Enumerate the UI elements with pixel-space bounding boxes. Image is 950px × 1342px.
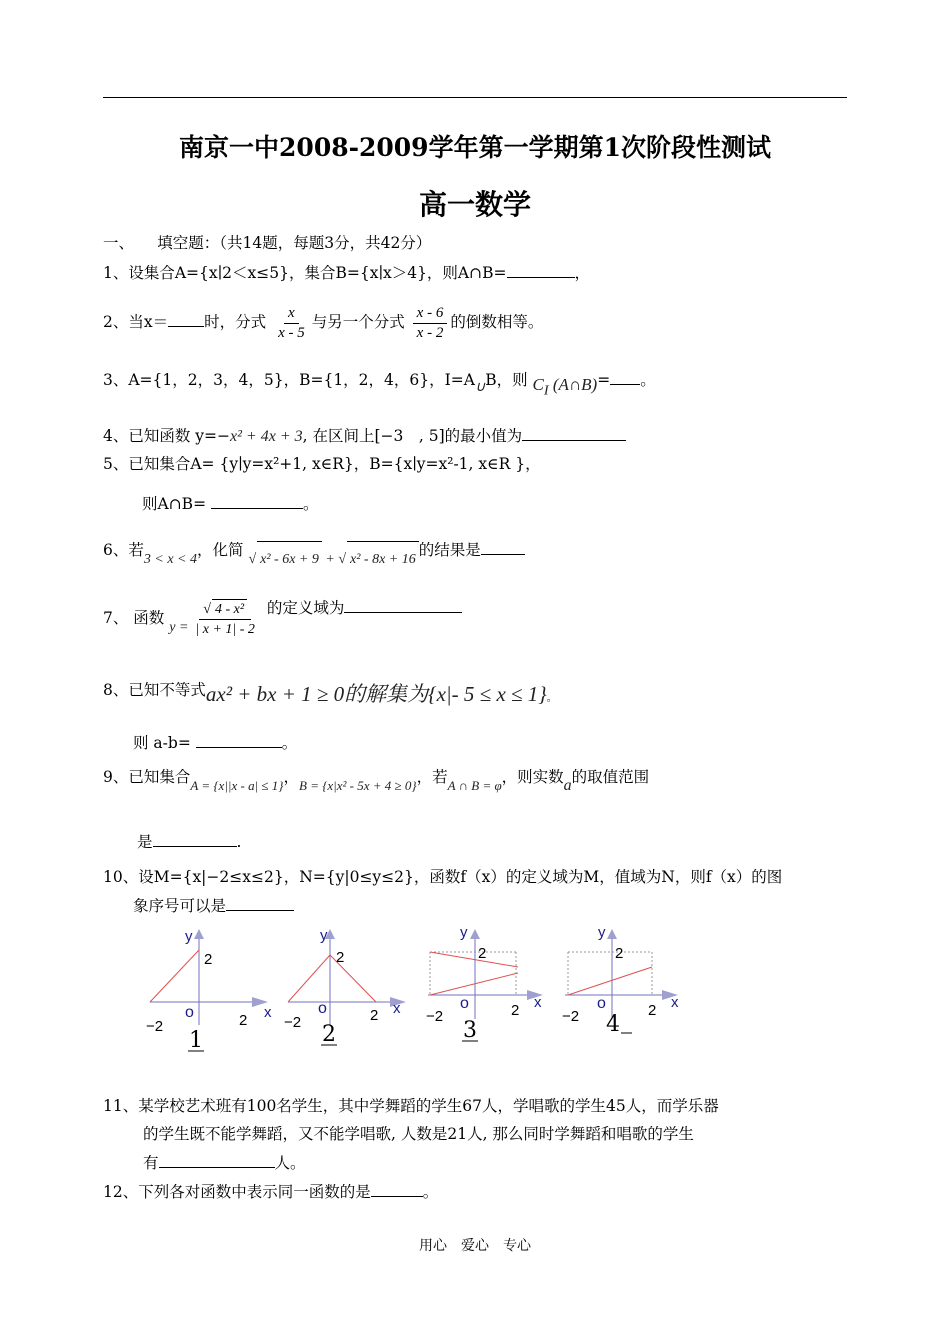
graph-3-pos2-label: 2 xyxy=(511,1002,520,1019)
graph-2-number: 2 xyxy=(322,1022,336,1047)
q6-plus: + xyxy=(325,552,335,567)
q3-blank[interactable] xyxy=(610,368,640,385)
q9-sep: ， xyxy=(283,768,299,786)
q12-blank[interactable] xyxy=(371,1180,423,1197)
graph-2-neg2-label: −2 xyxy=(284,1014,302,1031)
q9-mid2: ，则实数 xyxy=(501,768,564,786)
graph-3-number: 3 xyxy=(463,1018,477,1043)
q3-complement xyxy=(532,375,598,399)
q6-pre: 6、若 xyxy=(103,541,144,559)
question-9 xyxy=(103,760,649,795)
q2-blank[interactable] xyxy=(168,310,204,327)
graph-3-neg2-label: −2 xyxy=(426,1008,444,1025)
question-8-line2 xyxy=(133,731,297,754)
q2-mid2: 与另一个分式 xyxy=(311,313,405,331)
graph-3-two-label: 2 xyxy=(478,945,487,962)
q9-a: a xyxy=(563,777,572,794)
graph-2-two-label: 2 xyxy=(336,949,345,966)
graph-1-neg2-label: −2 xyxy=(146,1018,164,1035)
graph-4-neg2-label: −2 xyxy=(562,1008,580,1025)
question-9-line2 xyxy=(137,830,241,853)
q12-end: 。 xyxy=(422,1183,439,1201)
graph-3-y-arrow-icon xyxy=(470,929,480,939)
question-11-line3 xyxy=(143,1151,306,1174)
q12-text: 12、下列各对函数中表示同一函数的是 xyxy=(103,1183,371,1201)
q3-cup: ∪ xyxy=(474,380,486,395)
graph-2-y-label: y xyxy=(320,927,328,944)
q8-end: 。 xyxy=(281,734,298,752)
q2-fraction-2 xyxy=(413,304,448,343)
q4-post: , 在区间上[−3 , 5]的最小值为 xyxy=(302,427,523,445)
graph-4-origin-label: o xyxy=(597,995,606,1012)
q3-eq: = xyxy=(597,371,611,389)
q4-blank[interactable] xyxy=(522,424,626,441)
q1-blank[interactable] xyxy=(507,261,575,278)
q4-pre: 4、已知函数 y=− xyxy=(103,427,231,445)
question-10: 10、设M={x|−2≤x≤2}，N={y|0≤y≤2}，函数f（x）的定义域为M，值域为N，则f（x）的图 xyxy=(103,868,783,886)
graph-1-y-label: y xyxy=(185,928,193,945)
q7-num: √ 4 - x² xyxy=(199,599,251,620)
graph-3-origin-label: o xyxy=(460,995,469,1012)
q9-pre: 9、已知集合 xyxy=(103,768,191,786)
q2-f1-den: x - 5 xyxy=(278,324,305,341)
q9-set-a: A = {x||x - a| ≤ 1} xyxy=(190,778,284,793)
question-11-line2: 的学生既不能学舞蹈，又不能学唱歌, 人数是21人, 那么同时学舞蹈和唱歌的学生 xyxy=(143,1125,694,1143)
q6-root-2: x² - 8x + 16 xyxy=(347,541,419,578)
q2-f1-num: x xyxy=(284,304,299,324)
question-10-line2 xyxy=(133,894,294,917)
q6-blank[interactable] xyxy=(481,538,525,555)
q11-line3: 有 xyxy=(143,1154,159,1172)
q8-expr: ax² + bx + 1 ≥ 0的解集为{x|- 5 ≤ x ≤ 1} xyxy=(205,682,547,706)
graph-4-number: 4 xyxy=(606,1012,620,1037)
question-4 xyxy=(103,424,626,448)
question-2 xyxy=(103,302,543,343)
q2-fraction-1 xyxy=(274,304,309,343)
question-7 xyxy=(103,596,462,642)
q2-mid: 时，分式 xyxy=(204,313,267,331)
q8-pre: 8、已知不等式 xyxy=(103,681,206,699)
q1-text: 1、设集合A={x∣2＜x≤5}，集合B={x∣x＞4}，则A∩B= xyxy=(103,264,507,282)
question-12 xyxy=(103,1180,438,1203)
q5-line2: 则A∩B= xyxy=(142,495,207,513)
question-1 xyxy=(103,261,590,284)
graph-3-curve-2 xyxy=(430,973,518,995)
q2-f2-num: x - 6 xyxy=(413,304,448,324)
graph-1-pos2-label: 2 xyxy=(239,1012,248,1029)
q8-blank[interactable] xyxy=(196,731,282,748)
graph-4-curve xyxy=(568,967,652,995)
graph-2[interactable] xyxy=(284,927,406,1047)
q7-fraction xyxy=(191,599,259,639)
q9-line2: 是 xyxy=(137,833,153,851)
graph-4-x-label: x xyxy=(671,994,679,1011)
question-11: 11、某学校艺术班有100名学生，其中学舞蹈的学生67人，学唱歌的学生45人，而学乐器 xyxy=(103,1097,719,1115)
graph-1-curve xyxy=(150,950,199,1002)
graph-3-curve-1 xyxy=(430,952,518,967)
graph-1-origin-label: o xyxy=(185,1004,194,1021)
q10-blank[interactable] xyxy=(226,894,294,911)
q2-post: 的倒数相等。 xyxy=(450,313,544,331)
q9-post: 的取值范围 xyxy=(571,768,650,786)
graph-3[interactable] xyxy=(426,925,543,1043)
header-rule xyxy=(103,97,847,98)
q11-end: 人。 xyxy=(274,1154,306,1172)
q9-mid: ，若 xyxy=(416,768,448,786)
graph-4-pos2-label: 2 xyxy=(648,1002,657,1019)
q5-blank[interactable] xyxy=(211,492,303,509)
q4-expr: x² + 4x + 3 xyxy=(230,428,303,445)
graph-1-number: 1 xyxy=(189,1028,203,1053)
question-8 xyxy=(103,678,557,715)
q7-post: 的定义域为 xyxy=(266,599,345,617)
q1-end: ， xyxy=(574,264,591,282)
q3-text: 3、A={1，2，3，4，5}，B={1，2，4，6}，I=A xyxy=(103,371,475,389)
graph-3-x-label: x xyxy=(534,994,542,1011)
q3-mid: B，则 xyxy=(485,371,528,389)
q9-cond: A ∩ B = φ xyxy=(447,778,502,793)
exam-title: 南京一中2008-2009学年第一学期第1次阶段性测试 xyxy=(179,133,771,162)
graph-2-origin-label: o xyxy=(318,1000,327,1017)
page-footer: 用心 爱心 专心 xyxy=(419,1238,531,1254)
q11-blank[interactable] xyxy=(159,1151,275,1168)
graph-4[interactable] xyxy=(562,925,679,1037)
graph-1-x-label: x xyxy=(264,1004,272,1021)
question-3 xyxy=(103,368,656,399)
section-heading: 一、 填空题：（共14题，每题3分，共42分） xyxy=(103,234,432,252)
graph-4-y-label: y xyxy=(598,925,606,941)
q6-mid: ，化简 xyxy=(196,541,244,559)
question-5: 5、已知集合A= {y∣y=x²+1, x∈R}，B={x∣y=x²-1, x∈R }， xyxy=(103,455,541,473)
q3-expr: C xyxy=(532,375,544,394)
question-6 xyxy=(103,532,525,570)
q6-post: 的结果是 xyxy=(418,541,481,559)
q6-cond: 3 < x < 4 xyxy=(143,552,197,567)
q7-blank[interactable] xyxy=(344,596,462,613)
graph-1-y-arrow-icon xyxy=(194,929,204,939)
q2-f2-den: x - 2 xyxy=(416,324,444,341)
q7-den: | x + 1| - 2 xyxy=(195,622,255,637)
q3-end: 。 xyxy=(640,371,656,389)
q9-blank[interactable] xyxy=(153,830,237,847)
graph-2-pos2-label: 2 xyxy=(370,1007,379,1024)
q7-y: y = xyxy=(169,620,189,635)
q5-end: 。 xyxy=(303,495,319,513)
q3-expr2: (A∩B) xyxy=(552,375,598,394)
q2-pre: 2、当x＝ xyxy=(103,313,169,331)
graph-2-x-label: x xyxy=(393,1000,401,1017)
question-5-line2 xyxy=(142,492,319,515)
q7-pre: 7、 函数 xyxy=(103,609,165,627)
graph-4-y-arrow-icon xyxy=(607,929,617,939)
graph-3-y-label: y xyxy=(460,925,468,941)
q9-set-b: B = {x|x² - 5x + 4 ≥ 0} xyxy=(299,778,417,793)
graph-1-two-label: 2 xyxy=(204,951,213,968)
q8-line2: 则 a-b= xyxy=(133,734,191,752)
q8-dot: 。 xyxy=(546,693,557,704)
q3-sub: I xyxy=(543,382,549,399)
q10-line2: 象序号可以是 xyxy=(133,897,227,915)
subject-title: 高一数学 xyxy=(418,188,531,221)
graph-1[interactable] xyxy=(146,928,272,1053)
graph-options xyxy=(140,925,700,1055)
graph-2-curve xyxy=(288,955,376,1002)
q9-end: . xyxy=(236,833,242,851)
q6-expression: √ x² - 6x + 9 + √ x² - 8x + 16 xyxy=(248,552,418,567)
q7-num-text: 4 - x² xyxy=(212,599,247,619)
graph-4-two-label: 2 xyxy=(615,945,624,962)
q6-root-1: x² - 6x + 9 xyxy=(257,541,322,578)
